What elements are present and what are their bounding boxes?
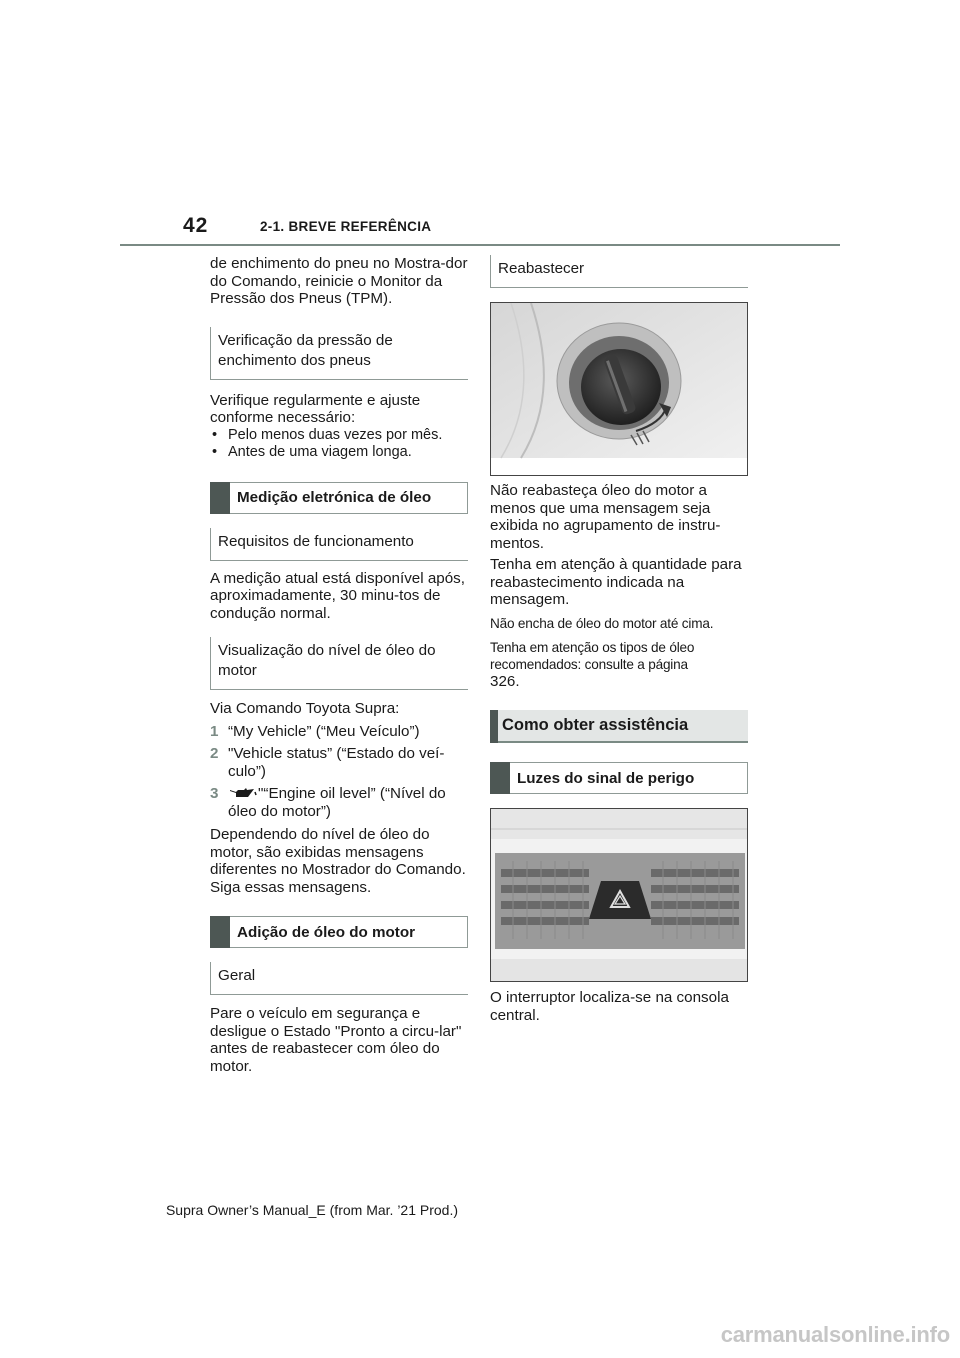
subheading-refill: Reabastecer — [490, 255, 748, 288]
page-number: 42 — [183, 214, 209, 237]
heading-electronic-oil-measurement: Medição eletrónica de óleo — [210, 482, 468, 514]
heading-bar — [210, 482, 230, 514]
watermark: carmanualsonline.info — [720, 1322, 950, 1347]
general-paragraph: Pare o veículo em segurança e desligue o Estado "Pronto a circu-lar" antes de reabastecer com óleo do motor. — [210, 1005, 462, 1075]
refill-page-reference: 326. — [490, 672, 520, 690]
subheading-general: Geral — [210, 962, 468, 995]
subheading-requirements: Requisitos de funcionamento — [210, 528, 468, 561]
header-divider — [120, 244, 840, 246]
intro-paragraph: de enchimento do pneu no Mostra-dor do Comando, reinicie o Monitor da Pressão dos Pneus (TPM). — [210, 255, 468, 307]
hazard-switch-illustration — [490, 808, 748, 982]
refill-paragraph-2: Tenha em atenção à quantidade para reabastecimento indicada na mensagem. — [490, 556, 742, 608]
refill-paragraph-4: Tenha em atenção os tipos de óleo recomendados: consulte a página — [490, 639, 695, 672]
check-paragraph: Verifique regularmente e ajuste conforme necessário: — [210, 391, 421, 426]
hazard-paragraph: O interruptor localiza-se na consola central. — [490, 989, 729, 1024]
oil-can-icon — [228, 786, 258, 800]
refill-paragraph-1: Não reabasteça óleo do motor a menos que uma mensagem seja exibida no agrupamento de instru-mentos. — [490, 482, 721, 552]
via-paragraph: Via Comando Toyota Supra: — [210, 700, 400, 717]
list-item: • Pelo menos duas vezes por mês. — [212, 426, 443, 443]
heading-bar — [210, 916, 230, 948]
oil-filler-cap-image — [491, 303, 748, 476]
hazard-switch-image — [491, 809, 748, 982]
heading-hazard-lights: Luzes do sinal de perigo — [490, 762, 748, 794]
check-list — [210, 427, 468, 462]
section-title: 2-1. BREVE REFERÊNCIA — [260, 219, 432, 234]
heading-bar — [490, 762, 510, 794]
step-item: 3 "“Engine oil level” (“Nível do óleo do motor”) — [210, 785, 446, 820]
oil-filler-cap-illustration — [490, 302, 748, 476]
heading-bar — [490, 710, 498, 743]
refill-paragraph-3: Não encha de óleo do motor até cima. — [490, 615, 714, 631]
subheading-pressure-check: Verificação da pressão de enchimento dos pneus — [210, 327, 468, 380]
right-column — [490, 255, 748, 1024]
step-item: 2 "Vehicle status” (“Estado do veí-culo”) — [210, 745, 445, 780]
steps-list — [210, 723, 468, 821]
heading-getting-assistance: Como obter assistência — [490, 710, 748, 743]
depends-paragraph: Dependendo do nível de óleo do motor, são exibidas mensagens diferentes no Mostrador do Comando. Siga essas mensagens. — [210, 826, 466, 896]
bullet-icon: • — [212, 426, 218, 443]
bullet-icon: • — [212, 444, 218, 460]
list-item: • Antes de uma viagem longa. — [212, 444, 412, 460]
footer-text: Supra Owner’s Manual_E (from Mar. ’21 Prod.) — [165, 1202, 459, 1218]
heading-add-engine-oil: Adição de óleo do motor — [210, 916, 468, 948]
subheading-oil-level-display: Visualização do nível de óleo do motor — [210, 637, 468, 690]
step-item: 1 “My Vehicle” (“Meu Veículo”) — [210, 722, 420, 740]
requirements-paragraph: A medição atual está disponível após, aproximadamente, 30 minu-tos de condução normal. — [210, 569, 465, 622]
left-column — [210, 255, 468, 1075]
